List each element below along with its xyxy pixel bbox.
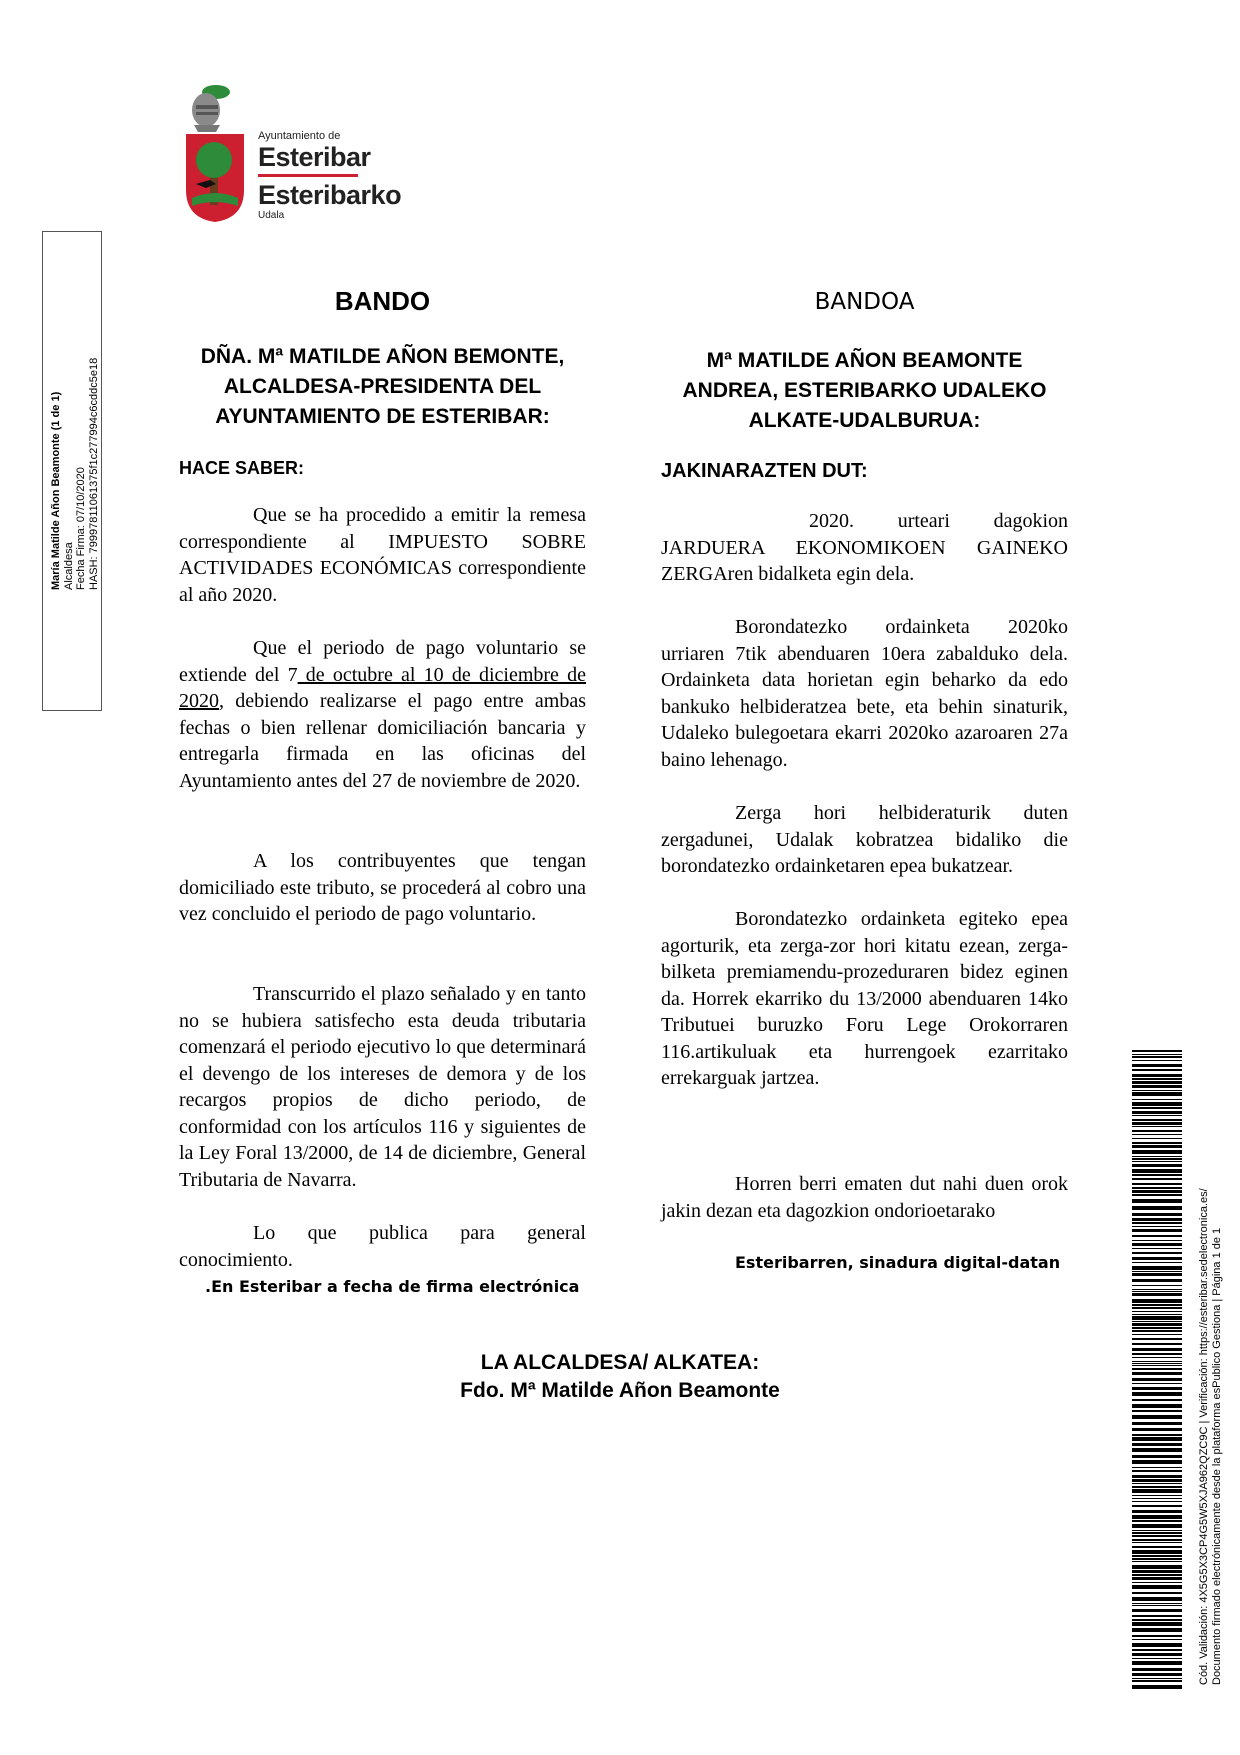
eu-fecha: Esteribarren, sinadura digital-datan [735, 1253, 1061, 1272]
subtitle-es [179, 342, 586, 432]
barcode-bar [1132, 1680, 1182, 1682]
barcode-bar [1132, 1470, 1182, 1472]
barcode-bar [1132, 1520, 1182, 1522]
barcode-bar [1132, 1307, 1182, 1309]
barcode-bar [1132, 1299, 1182, 1303]
eu-paragraph-1: 2020. urteari dagokion JARDUERA EKONOMIKOEN GAINEKO ZERGAren bidalketa egin dela. [661, 510, 1068, 585]
barcode-bar [1132, 1240, 1182, 1241]
barcode-bar [1132, 1130, 1182, 1132]
barcode-bar [1132, 1363, 1182, 1364]
barcode-bar [1132, 1555, 1182, 1557]
barcode-bar [1132, 1183, 1182, 1185]
barcode-bar [1132, 1639, 1182, 1640]
barcode-bar [1132, 1603, 1182, 1604]
barcode-bar [1132, 1330, 1182, 1332]
barcode-bar [1132, 1243, 1182, 1246]
barcode-bar [1132, 1134, 1182, 1135]
barcode-bar [1132, 1467, 1182, 1468]
signature-date: Fecha Firma: 07/10/2020 [75, 467, 87, 590]
barcode-bar [1132, 1609, 1182, 1612]
logo-line2: Esteribar [258, 142, 371, 172]
barcode-bar [1132, 1293, 1182, 1296]
barcode-bar [1132, 1248, 1182, 1249]
barcode-bar [1132, 1546, 1182, 1548]
barcode-bar [1132, 1085, 1182, 1088]
barcode-bar [1132, 1524, 1182, 1528]
barcode-bar [1132, 1448, 1182, 1452]
barcode-bar [1132, 1338, 1182, 1340]
verification-code: Cód. Validación: 4X5G5X3CP4G5W5XJA962QZC9C | Verificación: https://esteribar.sedelectronica.es/ [1198, 1188, 1210, 1685]
barcode-bar [1132, 1505, 1182, 1507]
barcode [1132, 1050, 1182, 1690]
barcode-bar [1132, 1365, 1182, 1366]
barcode-bar [1132, 1323, 1182, 1326]
barcode-bar [1132, 1190, 1182, 1193]
alcaldesa-name: Fdo. Mª Matilde Añon Beamonte [460, 1379, 780, 1402]
barcode-bar [1132, 1266, 1182, 1270]
barcode-bar [1132, 1605, 1182, 1606]
barcode-bar [1132, 1368, 1182, 1370]
barcode-bar [1132, 1142, 1182, 1144]
barcode-bar [1132, 1252, 1182, 1254]
barcode-bar [1132, 1235, 1182, 1237]
es-paragraph-5: Lo que publica para general conocimiento. [179, 1222, 586, 1271]
barcode-bar [1132, 1334, 1182, 1335]
subtitle-eu-line1: Mª MATILDE AÑON BEAMONTE [706, 349, 1023, 372]
helmet-icon [192, 85, 230, 132]
barcode-bar [1132, 1289, 1182, 1290]
title-es: BANDO [334, 286, 431, 316]
barcode-bar [1132, 1304, 1182, 1306]
subtitle-es-line3: AYUNTAMIENTO DE ESTERIBAR: [215, 405, 550, 428]
barcode-bar [1132, 1539, 1182, 1541]
barcode-bar [1132, 1582, 1182, 1583]
barcode-bar [1132, 1415, 1182, 1419]
barcode-bar [1132, 1138, 1182, 1139]
barcode-bar [1132, 1107, 1182, 1109]
barcode-bar [1132, 1078, 1182, 1080]
barcode-bar [1132, 1550, 1182, 1554]
barcode-bar [1132, 1353, 1182, 1355]
logo-line4: Udala [258, 210, 285, 221]
barcode-bar [1132, 1357, 1182, 1358]
barcode-bar [1132, 1064, 1182, 1067]
shield-icon [186, 134, 244, 222]
barcode-bar [1132, 1081, 1182, 1084]
barcode-bar [1132, 1410, 1182, 1412]
eu-paragraph-2: Borondatezko ordainketa 2020ko urriaren 7tik abenduaren 10era zabalduko dela. Ordainketa data horietan egin beharko da edo bankuko helbideratzea bete, eta behin sinaturik, Udaleko bulegoetara ekarri 2020ko azaroaren 27a baino lehenago. [661, 616, 1068, 771]
barcode-bar [1132, 1169, 1182, 1173]
barcode-bar [1132, 1164, 1182, 1167]
barcode-bar [1132, 1570, 1182, 1573]
barcode-bar [1132, 1348, 1182, 1351]
barcode-bar [1132, 1372, 1182, 1375]
barcode-bar [1132, 1422, 1182, 1425]
barcode-bar [1132, 1161, 1182, 1162]
barcode-bar [1132, 1387, 1182, 1390]
barcode-bar [1132, 1501, 1182, 1502]
barcode-bar [1132, 1510, 1182, 1513]
es-paragraph-1: Que se ha procedido a emitir la remesa correspondiente al IMPUESTO SOBRE ACTIVIDADES ECONÓMICAS correspondiente al año 2020. [179, 504, 586, 606]
subtitle-es-line2: ALCALDESA-PRESIDENTA DEL [223, 375, 542, 398]
barcode-bar [1132, 1489, 1182, 1493]
barcode-bar [1132, 1383, 1182, 1384]
signature-role: Alcaldesa [62, 542, 75, 590]
signature-hash: HASH: 79997811061375f1c277994c6cddc5e18 [87, 357, 100, 590]
verification-text [1198, 1045, 1224, 1685]
barcode-bar [1132, 1378, 1182, 1381]
es-p2-dates: de octubre al 10 de diciembre de 2020 [179, 663, 586, 712]
alcaldesa-title: LA ALCALDESA/ ALKATEA: [480, 1351, 760, 1374]
barcode-bar [1132, 1585, 1182, 1589]
hace-saber: HACE SABER: [179, 458, 305, 478]
subtitle-eu-line3: ALKATE-UDALBURUA: [748, 409, 981, 432]
barcode-bar [1132, 1119, 1182, 1121]
barcode-bar [1132, 1311, 1182, 1312]
barcode-bar [1132, 1635, 1182, 1637]
barcode-bar [1132, 1678, 1182, 1679]
barcode-bar [1132, 1577, 1182, 1580]
barcode-bar [1132, 1262, 1182, 1263]
barcode-bar [1132, 1653, 1182, 1656]
barcode-bar [1132, 1074, 1182, 1077]
barcode-bar [1132, 1206, 1182, 1210]
barcode-bar [1132, 1597, 1182, 1601]
title-eu: BANDOA [814, 289, 915, 315]
barcode-bar [1132, 1092, 1182, 1096]
barcode-bar [1132, 1455, 1182, 1458]
es-paragraph-3: A los contribuyentes que tengan domiciliado este tributo, se procederá al cobro una vez concluido el periodo de pago voluntario. [179, 850, 586, 925]
es-paragraph-2 [179, 635, 586, 794]
barcode-bar [1132, 1592, 1182, 1594]
barcode-bar [1132, 1150, 1182, 1154]
subtitle-eu-line2: ANDREA, ESTERIBARKO UDALEKO [682, 379, 1047, 402]
barcode-bar [1132, 1194, 1182, 1196]
es-p2-start: Que el periodo de pago voluntario se extiende del 7 [179, 637, 586, 686]
barcode-bar [1132, 1145, 1182, 1148]
barcode-bar [1132, 1622, 1182, 1626]
barcode-bar [1132, 1102, 1182, 1106]
barcode-bar [1132, 1437, 1182, 1441]
barcode-bar [1132, 1213, 1182, 1216]
logo-text [258, 130, 401, 221]
barcode-bar [1132, 1649, 1182, 1651]
barcode-bar [1132, 1285, 1182, 1286]
barcode-bar [1132, 1685, 1182, 1689]
es-paragraph-4: Transcurrido el plazo señalado y en tanto no se hubiera satisfecho esta deuda tributaria comenzará el periodo ejecutivo lo que determinará el devengo de los intereses de demora y de los recargos propios de dicho periodo, de conformidad con los artículos 116 y siguientes de la Ley Foral 13/2000, de 14 de diciembre, General Tributaria de Navarra. [179, 983, 586, 1191]
barcode-bar [1132, 1054, 1182, 1055]
barcode-bar [1132, 1156, 1182, 1157]
barcode-bar [1132, 1050, 1182, 1052]
barcode-bar [1132, 1404, 1182, 1408]
logo-line3: Esteribarko [258, 180, 402, 210]
logo-divider [258, 174, 358, 177]
barcode-bar [1132, 1273, 1182, 1276]
barcode-bar [1132, 1498, 1182, 1499]
barcode-bar [1132, 1111, 1182, 1114]
barcode-bar [1132, 1619, 1182, 1621]
barcode-bar [1132, 1561, 1182, 1562]
barcode-bar [1132, 1532, 1182, 1534]
barcode-bar [1132, 1257, 1182, 1260]
barcode-bar [1132, 1574, 1182, 1576]
barcode-bar [1132, 1226, 1182, 1227]
barcode-bar [1132, 1099, 1182, 1100]
barcode-bar [1132, 1069, 1182, 1071]
es-fecha: .En Esteribar a fecha de firma electrónica [205, 1277, 580, 1296]
barcode-bar [1132, 1229, 1182, 1232]
barcode-bar [1132, 1126, 1182, 1127]
barcode-bar [1132, 1187, 1182, 1189]
barcode-bar [1132, 1558, 1182, 1560]
barcode-bar [1132, 1530, 1182, 1531]
es-p2-end: , debiendo realizarse el pago entre ambas fechas o bien rellenar domiciliación bancaria y entregarla firmada en las oficinas del Ayuntamiento antes del 27 de noviembre de 2020. [179, 690, 586, 792]
barcode-bar [1132, 1361, 1182, 1362]
barcode-bar [1132, 1178, 1182, 1180]
barcode-bar [1132, 1565, 1182, 1569]
barcode-bar [1132, 1460, 1182, 1464]
barcode-bar [1132, 1199, 1182, 1203]
barcode-bar [1132, 1443, 1182, 1446]
barcode-bar [1132, 1327, 1182, 1329]
barcode-bar [1132, 1222, 1182, 1224]
barcode-bar [1132, 1158, 1182, 1160]
barcode-bar [1132, 1399, 1182, 1401]
signature-name: María Matilde Añon Beamonte (1 de 1) [50, 391, 62, 590]
barcode-bar [1132, 1615, 1182, 1617]
barcode-bar [1132, 1428, 1182, 1431]
subtitle-es-line1: DÑA. Mª MATILDE AÑON BEMONTE, [200, 345, 565, 368]
barcode-bar [1132, 1515, 1182, 1519]
barcode-bar [1132, 1483, 1182, 1484]
barcode-bar [1132, 1291, 1182, 1292]
barcode-bar [1132, 1535, 1182, 1537]
barcode-bar [1132, 1060, 1182, 1061]
barcode-bar [1132, 1392, 1182, 1396]
barcode-bar [1132, 1316, 1182, 1320]
barcode-bar [1132, 1314, 1182, 1315]
eu-paragraph-5: Horren berri ematen dut nahi duen orok jakin dezan eta dagozkion ondorioetarako [661, 1173, 1068, 1222]
barcode-bar [1132, 1174, 1182, 1176]
verification-platform: Documento firmado electrónicamente desde la plataforma esPublico Gestiona | Página 1 de 1 [1211, 1227, 1223, 1685]
barcode-bar [1132, 1090, 1182, 1091]
barcode-bar [1132, 1668, 1182, 1671]
barcode-bar [1132, 1122, 1182, 1125]
barcode-bar [1132, 1271, 1182, 1272]
barcode-bar [1132, 1475, 1182, 1478]
barcode-bar [1132, 1218, 1182, 1221]
barcode-bar [1132, 1643, 1182, 1647]
barcode-bar [1132, 1321, 1182, 1322]
barcode-bar [1132, 1479, 1182, 1482]
barcode-bar [1132, 1673, 1182, 1676]
barcode-bar [1132, 1628, 1182, 1632]
alcaldesa-signature-block [300, 1349, 940, 1405]
barcode-bar [1132, 1495, 1182, 1496]
eu-paragraph-3: Zerga hori helbideraturik duten zergadunei, Udalak kobratzea bidaliko die borondatezko ordainketaren epea bukatzear. [661, 802, 1068, 877]
barcode-bar [1132, 1115, 1182, 1116]
barcode-bar [1132, 1486, 1182, 1488]
barcode-bar [1132, 1279, 1182, 1282]
jakinarazten-dut: JAKINARAZTEN DUT: [661, 460, 868, 482]
subtitle-eu [661, 346, 1068, 436]
barcode-bar [1132, 1542, 1182, 1543]
barcode-bar [1132, 1658, 1182, 1659]
eu-paragraph-4: Borondatezko ordainketa egiteko epea agorturik, eta zerga-zor hori kitatu ezean, zerga-bilketa premiamendu-prozeduraren bidez eginen da. Horrek ekarriko du 13/2000 abenduaren 14ko Tributuei buruzko Foru Lege Orokorraren 116.artikuluak eta hurrengoek ezarritako errekarguak jartzea. [661, 908, 1068, 1089]
signature-text [50, 150, 100, 590]
barcode-bar [1132, 1056, 1182, 1058]
logo-line1: Ayuntamiento de [258, 130, 341, 142]
barcode-bar [1132, 1661, 1182, 1665]
barcode-bar [1132, 1434, 1182, 1436]
barcode-bar [1132, 1343, 1182, 1345]
